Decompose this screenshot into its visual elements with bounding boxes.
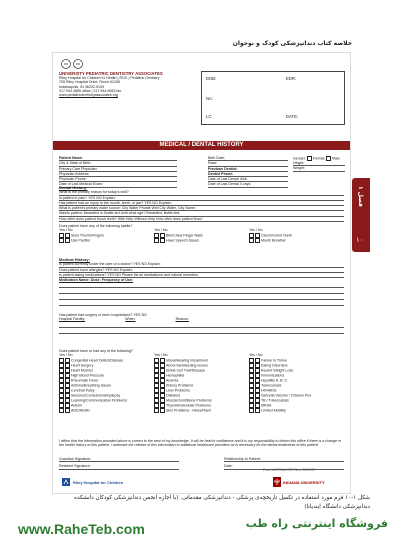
date-label: DATE: xyxy=(286,114,299,119)
checkbox[interactable] xyxy=(255,408,260,413)
female-label: Female xyxy=(313,156,325,161)
condition-label: Sickle Cell Trait/Disease xyxy=(166,368,205,373)
habit-label: Have Speech Issues xyxy=(166,238,199,243)
chapter-tab-label: فصل ۱ xyxy=(357,186,364,207)
riley-logo-icon xyxy=(61,477,71,487)
patient-id-box xyxy=(201,71,345,125)
condition-label: Eating Disorders xyxy=(261,363,288,368)
surgery-question[interactable]: Has patient had surgery or been hospitalized? YES NO xyxy=(59,313,147,317)
last-visit-field[interactable]: Date of Last Dental Visit: xyxy=(208,177,288,182)
checkbox[interactable] xyxy=(154,408,159,413)
clinic-info xyxy=(59,71,209,97)
weight-field[interactable]: Weight: xyxy=(293,166,345,171)
medication-columns: Medication Name: Dose: Frequency of Use: xyxy=(59,278,134,283)
reason-label: Reason: xyxy=(175,317,189,322)
medication-blank-line[interactable] xyxy=(59,300,344,306)
yes-no-header: Yes / No xyxy=(59,228,73,233)
male-label: Male xyxy=(331,156,340,161)
condition-label: MRSA xyxy=(261,403,272,408)
condition-label: Diabetes xyxy=(166,393,181,398)
habit-label: Use Pacifier xyxy=(71,238,91,243)
dental-question[interactable]: Has patient had an injury to the mouth, teeth, or jaw? YES NO Explain: xyxy=(59,201,344,206)
birthplace-field[interactable]: City & State of Birth: xyxy=(59,161,177,166)
hospital-facility-label: Hospital Facility: xyxy=(59,317,86,322)
conditions-column xyxy=(249,353,344,412)
yes-no-header: Yes / No xyxy=(249,353,263,358)
condition-label: Asthma/Breathing Issues xyxy=(71,383,111,388)
habit-label: Suck Thumb/Fingers xyxy=(71,233,105,238)
conditions-intro: Does patient have or had any of the following? xyxy=(59,349,133,353)
condition-label: Skin Problems - Hives/Rash xyxy=(166,408,211,413)
yes-no-header: Yes / No xyxy=(249,228,263,233)
patient-info-right xyxy=(293,156,345,172)
chapter-side-tab xyxy=(352,178,370,252)
condition-label: Abnormal Bleeding Issues xyxy=(166,363,208,368)
logo-mark-icon xyxy=(58,58,86,70)
habits-intro: Does patient have any of the following habits? xyxy=(59,224,133,229)
condition-label: Varicella Vaccine / Chicken Pox xyxy=(261,393,312,398)
conditions-column xyxy=(154,353,249,412)
conditions-section xyxy=(59,349,344,413)
last-exam-field[interactable]: Date of Last Medical Exam: xyxy=(59,182,177,187)
dental-question[interactable]: Was/Is patient: Breastfed or Bottle-fed Until what age? Breastfed: Bottle-fed: xyxy=(59,211,344,216)
na-label: NA: xyxy=(206,96,213,101)
dental-history xyxy=(59,186,344,243)
habit-item[interactable] xyxy=(249,238,344,243)
checkbox[interactable] xyxy=(160,238,165,243)
watermark-fa: فروشگاه اینترنتی راه طب xyxy=(245,517,388,530)
checkbox[interactable] xyxy=(59,408,64,413)
lc-label: LC: xyxy=(206,114,213,119)
clinic-line: 317.944.3865 office | 317.944.9653 fax xyxy=(59,88,122,93)
surgery-blank-line[interactable] xyxy=(59,328,344,334)
physician-phone-field[interactable]: Physician Phone: xyxy=(59,177,177,182)
checkbox[interactable] xyxy=(65,238,70,243)
race-field[interactable]: Race: xyxy=(208,161,288,166)
habit-label: Mouth Breather xyxy=(261,238,286,243)
riley-logo-text: Riley Hospital for Children xyxy=(73,479,124,485)
condition-label: Limited Mobility xyxy=(261,408,286,413)
edr-label: EDR: xyxy=(286,76,297,81)
dental-question[interactable]: How often does patient brush teeth? With Help Without Help How often does patient floss? xyxy=(59,217,344,222)
condition-label: Learning/Communication Problems xyxy=(71,398,128,403)
previous-dentist-field[interactable]: Previous Dentist: xyxy=(208,167,288,172)
resident-signature-field[interactable]: Resident Signature: xyxy=(59,464,179,469)
clinic-line: 705 Riley Hospital Drive, Room #1205 xyxy=(59,80,120,85)
condition-label: Muscle/Joint/Bone Problems xyxy=(166,398,212,403)
condition-item[interactable] xyxy=(154,408,249,413)
surgery-section xyxy=(59,313,344,334)
condition-label: TB / Tuberculosis xyxy=(261,398,289,403)
dental-question[interactable]: Is patient in pain? YES NO Explain: xyxy=(59,196,344,201)
condition-item[interactable] xyxy=(59,408,154,413)
dentist-phone-field[interactable]: Dentist Phone: xyxy=(208,172,288,177)
male-checkbox[interactable] xyxy=(326,156,331,161)
clinic-name: UNIVERSITY PEDIATRIC DENTISTRY ASSOCIATES xyxy=(59,71,163,76)
condition-label: Immunizations xyxy=(261,373,285,378)
condition-item[interactable] xyxy=(249,408,344,413)
condition-label: Heart Surgery xyxy=(71,363,94,368)
condition-label: Anemia xyxy=(166,378,179,383)
patient-name-field[interactable]: Patient Name: xyxy=(59,156,177,161)
checkbox[interactable] xyxy=(255,238,260,243)
checkbox[interactable] xyxy=(160,408,165,413)
condition-label: High Blood Pressure xyxy=(71,373,104,378)
condition-label: Seizures/Convulsions/Epilepsy xyxy=(71,393,121,398)
clinic-line: Indianapolis, IN 46202-5109 xyxy=(59,84,104,89)
form-title-bar: MEDICAL / DENTAL HISTORY xyxy=(53,141,350,150)
clinic-line: Riley Hospital for Children IU Health | ROC | Pediatric Dentistry xyxy=(59,76,160,80)
female-checkbox[interactable] xyxy=(307,156,312,161)
condition-label: Kidney Problems xyxy=(166,383,194,388)
condition-label: Recent Weight Loss xyxy=(261,368,294,373)
habit-label: Bite/Chew Finger Nails xyxy=(166,233,203,238)
patient-info-left xyxy=(59,156,177,188)
medical-question[interactable]: Is patient taking medications? YES NO Please list all medications and natural remedies. xyxy=(59,273,344,278)
when-label: When: xyxy=(125,317,136,322)
checkbox[interactable] xyxy=(249,408,254,413)
condition-label: Hepatitis A, B, C xyxy=(261,378,288,383)
condition-label: Rheumatic Fever xyxy=(71,378,99,383)
condition-label: Thyroid/Glandular Problems xyxy=(166,403,211,408)
checkbox[interactable] xyxy=(249,238,254,243)
last-xray-field[interactable]: Date of Last Dental X-rays: xyxy=(208,182,288,187)
form-sheet xyxy=(52,52,351,494)
condition-label: Tuberculosis xyxy=(261,383,282,388)
habit-item[interactable] xyxy=(154,238,249,243)
indiana-logo-text: INDIANA UNIVERSITY xyxy=(283,479,325,485)
medical-history xyxy=(59,258,344,306)
conditions-column xyxy=(59,353,154,412)
medical-question[interactable]: Is patient currently under the care of a doctor? YES NO Explain: xyxy=(59,262,344,267)
yes-no-header: Yes / No xyxy=(154,228,168,233)
dental-question[interactable]: What is the primary reason for today's visit? xyxy=(59,190,344,195)
condition-label: ADD/ADHD xyxy=(71,408,90,413)
condition-label: Hemophilia xyxy=(166,373,184,378)
clinic-logo xyxy=(58,57,86,69)
riley-logo xyxy=(61,477,123,487)
checkbox[interactable] xyxy=(65,408,70,413)
condition-label: HIV/AIDS xyxy=(261,388,277,393)
physician-field[interactable]: Primary Care Physician: xyxy=(59,167,177,172)
patient-info-mid xyxy=(208,156,288,188)
habit-label: Clench/Grind Teeth xyxy=(261,233,292,238)
medical-history-heading: Medical History: xyxy=(59,257,90,262)
checkbox[interactable] xyxy=(59,238,64,243)
consent-statement: I affirm that the information provided above is correct to the best of my knowledge. It will be held in confidence and it is my responsibility to inform this office if there is a change in the health history of this patient. I authorize the release of this information to additional healthcare providers as is necessary for the dental treatments of this patient. xyxy=(59,439,341,448)
condition-label: Cerebral Palsy xyxy=(71,388,95,393)
watermark-url: www.RaheTeb.com xyxy=(18,521,145,537)
yes-no-header: Yes / No xyxy=(154,353,168,358)
iu-trident-icon xyxy=(273,477,281,487)
yes-no-header: Yes / No xyxy=(59,353,73,358)
height-field[interactable]: Height: xyxy=(293,161,345,166)
condition-label: Autism xyxy=(71,403,82,408)
form-code: Form #UPDA/HIST Rev. 02/2017 xyxy=(263,468,316,472)
clinic-website: www.pediatricdentistryassociates.org xyxy=(59,93,118,98)
condition-label: Liver Problems xyxy=(166,388,190,393)
dental-question[interactable]: What is patient's primary water source: City Water Private Well City Water, City Name: xyxy=(59,206,344,211)
signature-date-field[interactable]: Date: xyxy=(224,464,344,469)
book-header: خلاصه کتاب دندانپزشکی کودک و نوجوان xyxy=(232,40,352,47)
chapter-tab-number: ۱۰ xyxy=(356,237,364,244)
condition-label: Visual/Hearing Impairment xyxy=(166,358,209,363)
physician-address-field[interactable]: Physician Address: xyxy=(59,172,177,177)
habit-item[interactable] xyxy=(59,238,154,243)
dob-label: DOB: xyxy=(206,76,217,81)
guardian-signature-field[interactable]: Guardian Signature: xyxy=(59,457,179,462)
condition-label: Failure to Thrive xyxy=(261,358,287,363)
checkbox[interactable] xyxy=(154,238,159,243)
indiana-logo xyxy=(273,477,325,487)
condition-label: Heart Murmur xyxy=(71,368,94,373)
figure-caption: شکل ۱-۱۰ فرم مورد استفاده در تکمیل تاریخچه‌ی پزشکی - دندانپزشکی مقدماتی. (با اجازه انجمن دندانپزشکی کودکان دانشکده دندانپزشکی دانشگاه ایندیانا) xyxy=(74,495,370,510)
condition-label: Congenital Heart Defect/Disease xyxy=(71,358,124,363)
watermark xyxy=(18,517,388,545)
birth-date-field[interactable]: Birth Date: xyxy=(208,156,288,161)
relationship-field[interactable]: Relationship to Patient: xyxy=(224,457,344,462)
dental-history-heading: Dental History: xyxy=(59,185,88,190)
medical-question[interactable]: Does patient have allergies? YES NO Explain: xyxy=(59,268,344,273)
gender-label: Gender: xyxy=(293,156,306,161)
